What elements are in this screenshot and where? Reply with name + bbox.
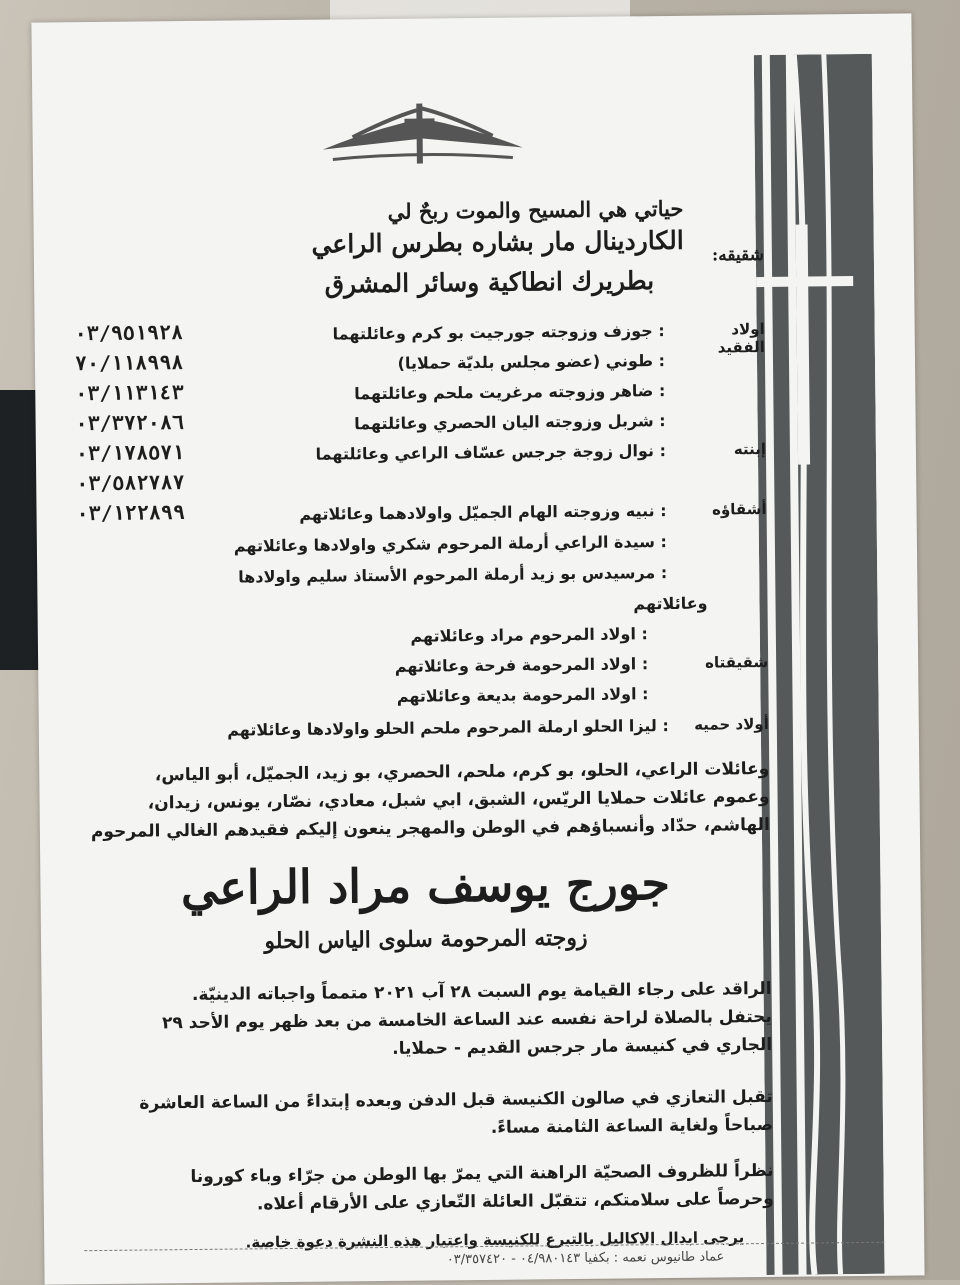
families-paragraph <box>79 755 770 846</box>
brother-line-1: الكاردينال مار بشاره بطرس الراعي <box>311 225 684 259</box>
sisters-label: شقيقتاه <box>704 652 769 672</box>
covid-paragraph <box>83 1157 774 1220</box>
daughter-phone: ٠٣/١٧٨٥٧١ <box>75 440 185 466</box>
mourning-border-strip <box>754 54 885 1275</box>
deceased-name: جورج يوسف مراد الراعي <box>180 856 671 916</box>
son-text: : شربل وزوجته اليان الحصري وعائلتهما <box>354 411 666 434</box>
sibling-text: : نبيه وزوجته الهام الجميّل واولادهما وعائلاتهم <box>299 501 667 524</box>
funeral-line: الجاري في كنيسة مار جرجس القديم - حملايا. <box>392 1034 773 1059</box>
brother-line-2: بطريرك انطاكية وسائر المشرق <box>324 266 655 299</box>
funeral-paragraph <box>81 975 772 1066</box>
sibling-text: وعائلاتهم <box>633 593 708 614</box>
obituary-content <box>72 75 774 1272</box>
son-phone: ٧٠/١١٨٩٩٨ <box>74 350 184 376</box>
siblings-label: أشقاؤه <box>711 499 767 519</box>
daughter-text: : نوال زوجة جرجس عسّاف الراعي وعائلتهما <box>315 441 667 464</box>
families-line: وعائلات الراعي، الحلو، بو كرم، ملحم، الحصري، بو زيد، الجميّل، أبو الياس، <box>154 758 770 786</box>
printer-footer: عماد طانيوس نعمه : بكفيا ٠٤/٩٨٠١٤٣ - ٠٣/٣٥٧٤٢٠ <box>446 1249 725 1268</box>
son-phone: ٠٣/٣٧٢٠٨٦ <box>75 410 185 436</box>
son-text: : جوزف وزوجته جورجيت بو كرم وعائلتهما <box>332 321 665 344</box>
daughter-label: إبنته <box>733 439 767 459</box>
sibling-text: : مرسيدس بو زيد أرملة المرحوم الأستاذ سليم واولادها <box>238 563 668 587</box>
son-text: : ضاهر وزوجته مرغريت ملحم وعائلتهما <box>354 381 666 404</box>
families-line: الهاشم، حدّاد وأنسباؤهم في الوطن والمهجر ينعون إليكم فقيدهم الغالي المرحوم <box>90 814 770 843</box>
inlaws-text: : ليزا الحلو ارملة المرحوم ملحم الحلو واولادها وعائلاتهم <box>227 716 669 740</box>
cedar-cross-emblem-icon <box>312 97 533 169</box>
sisters-row-3 <box>78 683 768 720</box>
funeral-line: يحتفل بالصلاة لراحة نفسه عند الساعة الخامسة من بعد ظهر يوم الأحد ٢٩ <box>161 1006 772 1034</box>
inlaws-label: أولاد حميه <box>694 714 769 734</box>
wife-line: زوجته المرحومة سلوى الياس الحلو <box>264 924 588 955</box>
daughter-phone-2: ٠٣/٥٨٢٧٨٧ <box>76 470 185 496</box>
covid-line: وحرصاً على سلامتكم، تتقبّل العائلة التّعازي على الأرقام أعلاه. <box>256 1188 774 1215</box>
sibling-text: : سيدة الراعي أرملة المرحوم شكري واولادها وعائلاتهم <box>233 532 667 556</box>
funeral-line: الراقد على رجاء القيامة يوم السبت ٢٨ آب ٢٠٢١ متمماً واجباته الدينيّة. <box>191 978 772 1006</box>
sons-label: اولاد الفقيد <box>717 319 765 357</box>
obituary-paper <box>31 13 924 1284</box>
son-phone: ٠٣/١١٣١٤٣ <box>75 380 184 406</box>
son-text: : طوني (عضو مجلس بلديّة حملايا) <box>397 351 666 373</box>
son-phone: ٠٣/٩٥١٩٢٨ <box>74 320 184 346</box>
closing-line: يرجى ابدال الاكاليل بالتبرع للكنيسة واعتبار هذه النشرة دعوة خاصة. <box>245 1228 745 1252</box>
motto-line: حياتي هي المسيح والموت ربحٌ لي <box>387 195 684 224</box>
sister-text: : اولاد المرحوم مراد وعائلاتهم <box>410 624 648 646</box>
sister-text: : اولاد المرحومة بديعة وعائلاتهم <box>396 684 649 706</box>
condolence-line: تقبل التعازي في صالون الكنيسة قبل الدفن وبعده إبتداءً من الساعة العاشرة <box>139 1086 773 1114</box>
condolence-paragraph <box>83 1083 774 1146</box>
covid-line: نظراً للظروف الصحيّة الراهنة التي يمرّ بها الوطن من جرّاء وباء كورونا <box>190 1160 774 1188</box>
inlaws-row <box>79 715 769 752</box>
condolence-line: صباحاً ولغاية الساعة الثامنة مساءً. <box>490 1114 774 1138</box>
families-line: وعموم عائلات حملايا الريّس، الشبق، ابي شبل، معادي، نصّار، يونس، زيدان، <box>147 786 770 814</box>
brother-label: شقيقه: <box>711 244 764 266</box>
sister-text: : اولاد المرحومة فرحة وعائلاتهم <box>394 654 649 676</box>
sibling-phone: ٠٣/١٢٢٨٩٩ <box>76 500 186 526</box>
